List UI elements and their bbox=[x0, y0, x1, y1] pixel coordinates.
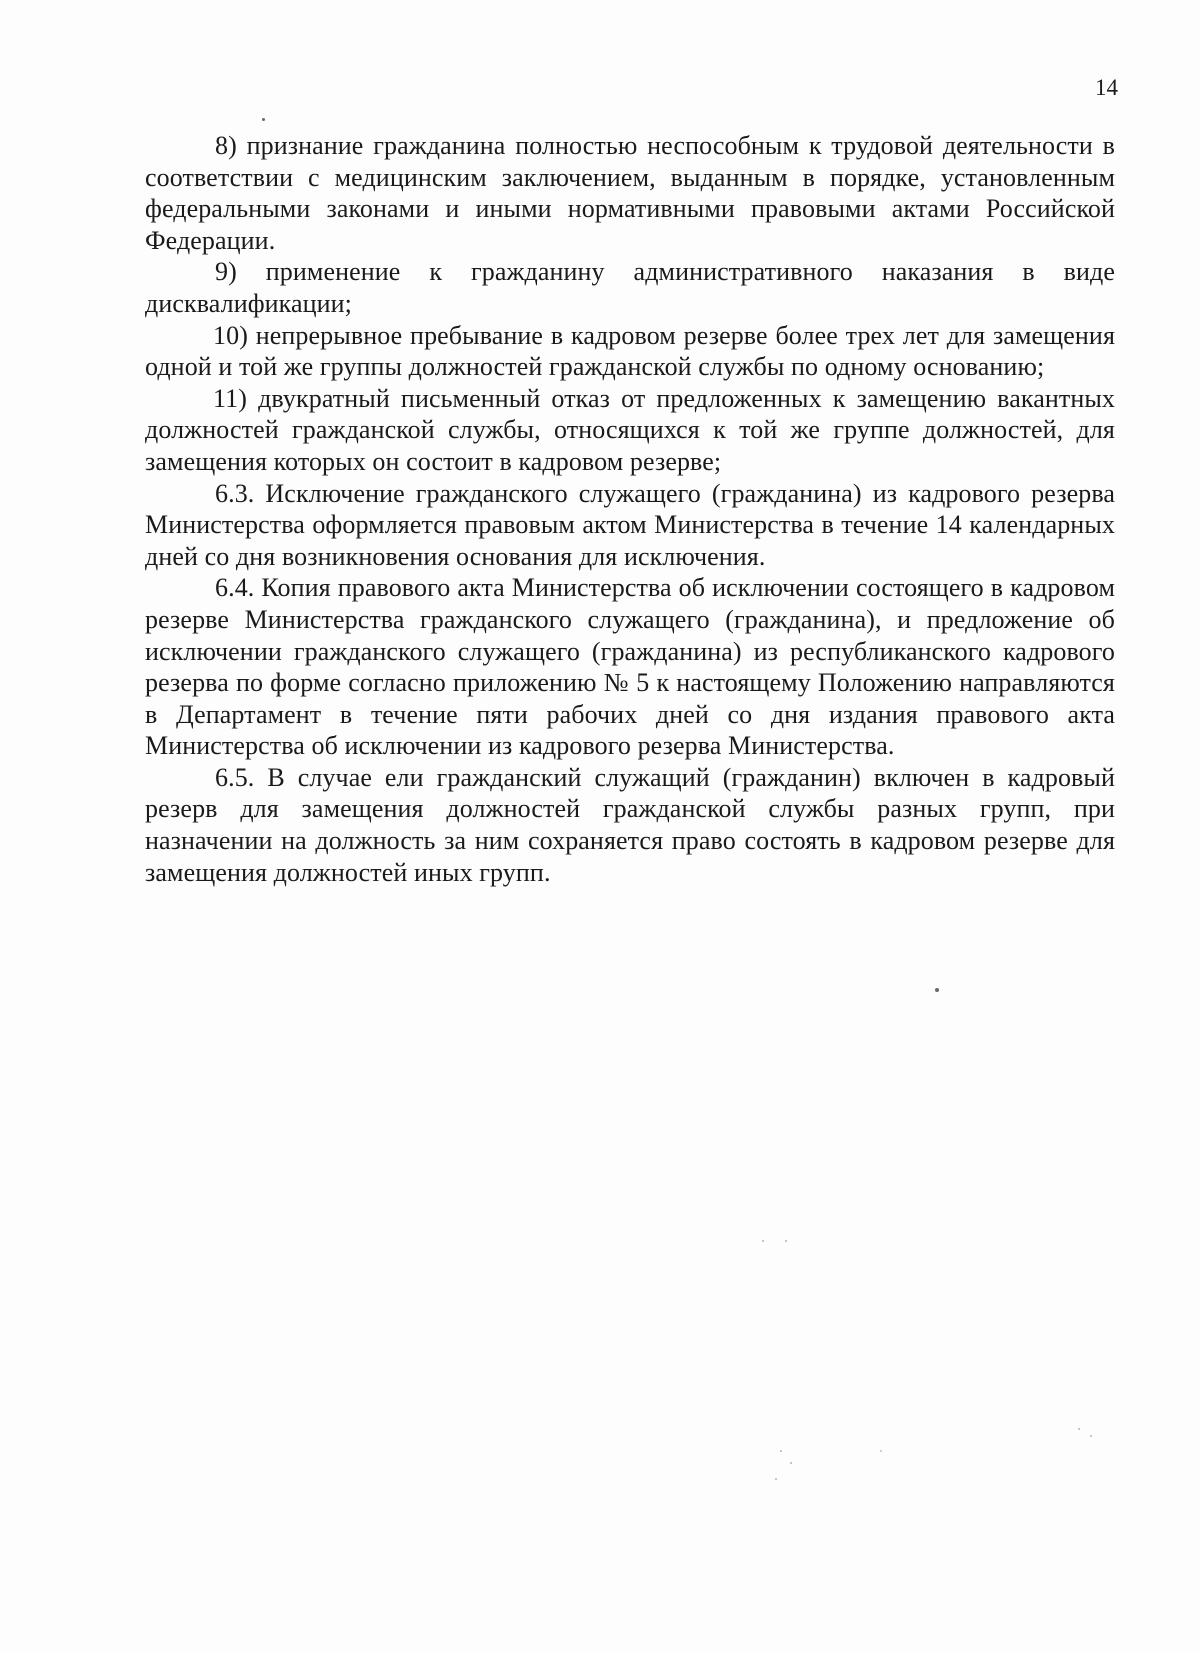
scan-speck bbox=[1090, 1435, 1092, 1437]
paragraph-item-8: 8) признание гражданина полностью неспособным к трудовой деятельности в соответствии с медицинским заключением, выданным в порядке, установленным федеральными законами и иными нормативными правовыми актами Российской Федерации. bbox=[145, 131, 1115, 255]
scan-speck bbox=[785, 1240, 787, 1242]
scan-speck bbox=[780, 1450, 782, 1452]
scan-speck bbox=[790, 1462, 792, 1464]
paragraph-item-10: 10) непрерывное пребывание в кадровом резерве более трех лет для замещения одной и той же группы должностей гражданской службы по одному основанию; bbox=[145, 320, 1115, 382]
scan-speck bbox=[262, 118, 265, 121]
page-number: 14 bbox=[1095, 75, 1118, 100]
scan-speck bbox=[935, 988, 939, 992]
document-body bbox=[145, 130, 1115, 888]
paragraph-clause-6-5: 6.5. В случае ели гражданский служащий (гражданин) включен в кадровый резерв для замещения должностей гражданской службы разных групп, при назначении на должность за ним сохраняется право состоять в кадровом резерве для замещения должностей иных групп. bbox=[145, 762, 1115, 887]
paragraph-clause-6-4: 6.4. Копия правового акта Министерства об исключении состоящего в кадровом резерве Министерства гражданского служащего (гражданина), и предложение об исключении гражданского служащего (гражданина) из республиканского кадрового резерва по форме согласно приложению № 5 к настоящему Положению направляются в Департамент в течение пяти рабочих дней со дня издания правового акта Министерства об исключении из кадрового резерва Министерства. bbox=[145, 573, 1115, 761]
paragraph-item-9: 9) применение к гражданину административного наказания в виде дисквалификации; bbox=[145, 257, 1115, 318]
scan-speck bbox=[880, 1450, 882, 1452]
paragraph-item-11: 11) двукратный письменный отказ от предложенных к замещению вакантных должностей гражданской службы, относящихся к той же группе должностей, для замещения которых он состоит в кадровом резерве; bbox=[145, 383, 1115, 476]
paragraph-clause-6-3: 6.3. Исключение гражданского служащего (гражданина) из кадрового резерва Министерства оформляется правовым актом Министерства в течение 14 календарных дней со дня возникновения основания для исключения. bbox=[145, 478, 1115, 571]
scan-speck bbox=[1078, 1428, 1080, 1430]
scan-speck bbox=[762, 1240, 764, 1242]
scan-speck bbox=[775, 1478, 777, 1480]
